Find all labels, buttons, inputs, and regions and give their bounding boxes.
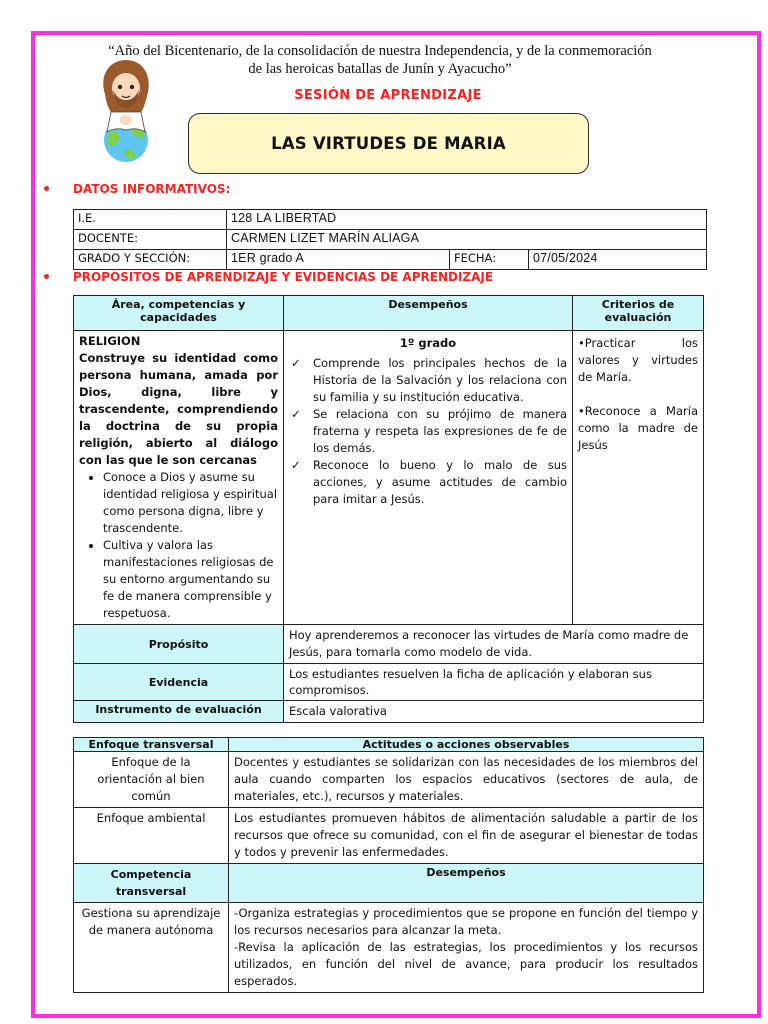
area-cell: [74, 331, 284, 625]
purpose-label: Propósito: [74, 625, 284, 664]
date-value: 07/05/2024: [529, 250, 707, 270]
transversal-table: [73, 737, 704, 993]
col-header-transversal: Enfoque transversal: [74, 738, 229, 752]
table-row: [74, 864, 704, 903]
section-heading-text: DATOS INFORMATIVOS:: [73, 182, 231, 196]
table-row: [74, 752, 704, 808]
purpose-value: Hoy aprenderemos a reconocer las virtudes de María como madre de Jesús, para tomarla como modelo de vida.: [284, 625, 704, 664]
transversal-label: Enfoque ambiental: [74, 808, 229, 864]
competence-performances: [229, 903, 704, 993]
table-row: [74, 701, 704, 723]
date-label: FECHA:: [450, 250, 529, 270]
transversal-label: Enfoque de la orientación al bien común: [74, 752, 229, 808]
performance-text: Reconoce lo bueno y lo malo de sus acciones, y asume actitudes de cambio para imitar a Jesús.: [313, 458, 567, 506]
evidence-value: Los estudiantes resuelven la ficha de aplicación y elaboran sus compromisos.: [284, 664, 704, 701]
list-item: • Cultiva y valora las manifestaciones religiosas de su entorno argumentando su fe de manera comprensible y respetuosa.: [103, 537, 278, 622]
check-icon: ✓: [291, 407, 301, 421]
performances-list: [289, 355, 567, 508]
purposes-table: [73, 295, 704, 723]
grade-value: 1ER grado A: [227, 250, 450, 270]
competence-label: Gestiona su aprendizaje de manera autónoma: [74, 903, 229, 993]
transversal-text: Docentes y estudiantes se solidarizan con las necesidades de los miembros del aula cuando comparten los espacios educativos (sectores de aula, de materiales, etc.), recursos y materiales.: [229, 752, 704, 808]
quote-line-2: de las heroicas batallas de Junín y Ayacucho”: [248, 61, 512, 77]
info-table: [73, 209, 707, 270]
section-heading-informative: [44, 182, 230, 196]
col-header-competence: Competencia transversal: [74, 864, 229, 903]
performance-text: Comprende los principales hechos de la Historia de la Salvación y los relaciona con su familia y su institución educativa.: [313, 356, 567, 404]
bullet-icon: [44, 186, 49, 191]
ie-value: 128 LA LIBERTAD: [227, 210, 707, 230]
table-row: [74, 210, 707, 230]
table-row: [74, 808, 704, 864]
title-box: [188, 113, 589, 174]
check-icon: ✓: [291, 458, 301, 472]
criteria-item: •Practicar los valores y virtudes de María.: [578, 336, 698, 384]
col-header-performances-transversal: Desempeños: [229, 864, 704, 903]
table-row: [74, 738, 704, 752]
performance-line: -Organiza estrategias y procedimientos que se propone en función del tiempo y los recursos necesarios para alcanzar la meta.: [234, 906, 698, 937]
table-row: [74, 250, 707, 270]
teacher-value: CARMEN LIZET MARÍN ALIAGA: [227, 230, 707, 250]
session-label: SESIÓN DE APRENDIZAJE: [294, 88, 482, 103]
check-icon: ✓: [291, 356, 301, 370]
criteria-cell: [573, 331, 704, 625]
evidence-label: Evidencia: [74, 664, 284, 701]
col-header-attitudes: Actitudes o acciones observables: [229, 738, 704, 752]
bullet-icon: [44, 274, 49, 279]
capacities-list: [79, 469, 278, 622]
table-row: [74, 230, 707, 250]
performance-line: -Revisa la aplicación de las estrategias, los procedimientos y los recursos utilizados, en función del nivel de avance, para producir los resultados esperados.: [234, 940, 698, 988]
table-row: [74, 296, 704, 331]
competence-text: Construye su identidad como persona humana, amada por Dios, digna, libre y trascendente, comprendiendo la doctrina de su propia religión, abierto al diálogo con las que le son cercanas: [79, 351, 278, 467]
instrument-label: Instrumento de evaluación: [74, 701, 284, 723]
table-row: [74, 903, 704, 993]
col-header-area: Área, competencias y capacidades: [74, 296, 284, 331]
section-heading-text: PROPÓSITOS DE APRENDIZAJE Y EVIDENCIAS DE APRENDIZAJE: [73, 270, 494, 284]
col-header-performances: Desempeños: [284, 296, 573, 331]
jesus-globe-icon: [95, 58, 157, 164]
criteria-item: •Reconoce a María como la madre de Jesús: [578, 404, 698, 452]
table-row: [74, 664, 704, 701]
transversal-text: Los estudiantes promueven hábitos de alimentación saludable a partir de los recursos que ofrece su comunidad, con el fin de asegurar el bienestar de todas y todos y prevenir las enfermedades.: [229, 808, 704, 864]
table-row: [74, 625, 704, 664]
col-header-criteria: Criterios de evaluación: [573, 296, 704, 331]
list-item: [291, 355, 567, 406]
performances-cell: [284, 331, 573, 625]
grade-label: GRADO Y SECCIÓN:: [74, 250, 227, 270]
quote-line-1: “Año del Bicentenario, de la consolidación de nuestra Independencia, y de la conmemoración: [108, 43, 652, 59]
list-item: [291, 406, 567, 457]
section-heading-purposes: [44, 270, 493, 284]
teacher-label: DOCENTE:: [74, 230, 227, 250]
area-name: RELIGION: [79, 334, 141, 348]
page-title: LAS VIRTUDES DE MARIA: [271, 134, 506, 153]
list-item: • Conoce a Dios y asume su identidad religiosa y espiritual como persona digna, libre y trascendente.: [103, 469, 278, 537]
performance-text: Se relaciona con su prójimo de manera fraterna y respeta las expresiones de fe de los demás.: [313, 407, 567, 455]
list-item: [291, 457, 567, 508]
ie-label: I.E.: [74, 210, 227, 230]
instrument-value: Escala valorativa: [284, 701, 704, 723]
grade-title: 1º grado: [399, 336, 457, 350]
table-row: [74, 331, 704, 625]
